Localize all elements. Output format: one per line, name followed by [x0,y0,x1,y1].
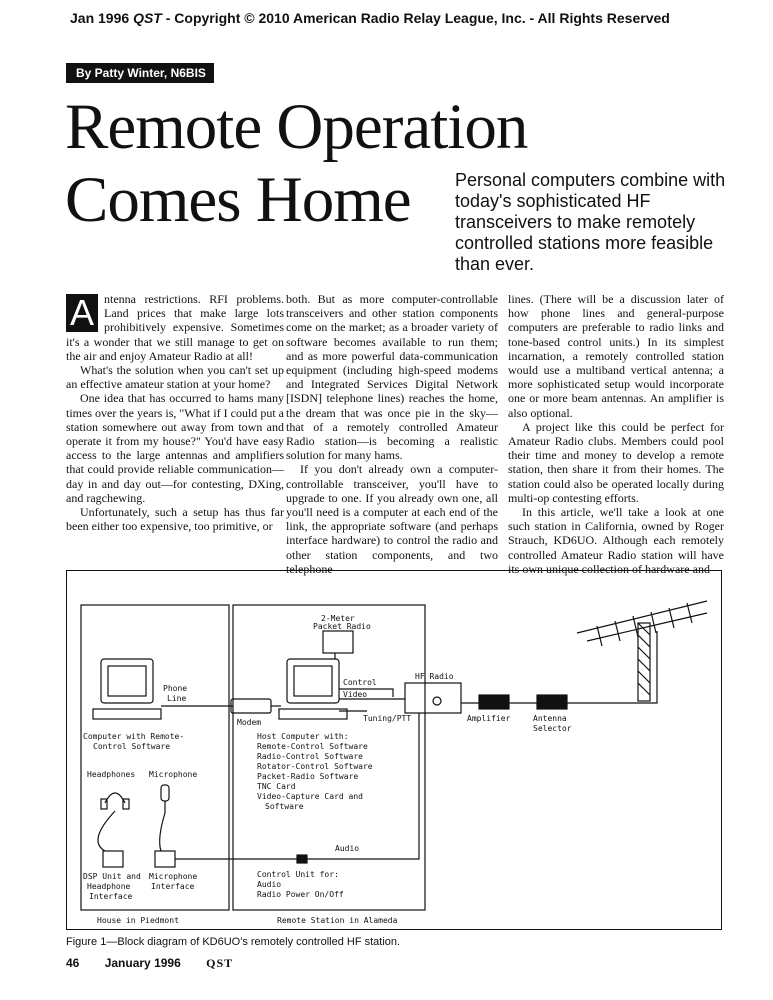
svg-text:Control Unit for:: Control Unit for: [257,870,339,879]
paragraph: If you don't already own a computer-controllable transceiver, you'll have to upgrade to one. If you already own one, all you'll need is a computer at each end of the link, the appropriate software (and perhaps interface hardware) to control the radio and other station components, and two telephone [286,462,498,576]
column-2 [286,292,498,576]
svg-text:Video: Video [343,690,368,699]
svg-text:Radio Power On/Off: Radio Power On/Off [257,890,344,899]
svg-text:Packet Radio: Packet Radio [313,622,371,631]
byline: By Patty Winter, N6BIS [66,63,214,83]
column-3 [508,292,724,576]
dsp-unit-icon [103,851,123,867]
column-1 [66,292,284,533]
svg-text:Tuning/PTT: Tuning/PTT [363,714,412,723]
antenna-selector-icon [537,695,567,709]
svg-text:Video-Capture Card and: Video-Capture Card and [257,792,363,801]
svg-text:TNC Card: TNC Card [257,782,296,791]
svg-text:Line: Line [167,694,187,703]
block-diagram [66,570,722,930]
paragraph: both. But as more computer-controllable transceivers and other station components come on the market; as a broader variety of software becomes available to run them; and as more powerful data-communication equipment (including high-speed modems and Integrated Services Digital Network [ISDN] telephone lines) reaches the home, the dream that was once pie in the sky—that of a remotely controlled Amateur Radio station—is becoming a realistic solution for many hams. [286,292,498,463]
svg-text:Software: Software [265,802,304,811]
paragraph: ntenna restrictions. RFI problems. Land prices that make large lots prohibitively expensive. Sometimes it's a wonder that we still manage to get on the air and enjoy Amateur Radio at all! [66,292,284,363]
headphones-icon [105,793,125,803]
svg-text:Headphone: Headphone [87,882,131,891]
hf-radio-icon [405,683,461,713]
issue-date: January 1996 [104,956,181,970]
page-number: 46 [66,956,80,970]
paragraph: What's the solution when you can't set up an effective amateur station at your home? [66,363,284,392]
svg-text:Remote-Control Software: Remote-Control Software [257,742,368,751]
svg-text:Host Computer with:: Host Computer with: [257,732,349,741]
deck: Personal computers combine with today's sophisticated HF transceivers to make remotely controlled stations more feasible than ever. [455,170,726,274]
svg-text:Packet-Radio Software: Packet-Radio Software [257,772,359,781]
copyright-line: Jan 1996 QST - Copyright © 2010 American Radio Relay League, Inc. - All Rights Reserved [70,10,670,26]
svg-text:Interface: Interface [151,882,195,891]
paragraph: One idea that has occurred to hams many times over the years is, "What if I could put a station somewhere out away from town and operate it from my house?" You'd have easy access to the large antennas and amplifiers that could provide reliable communication—day in and day out—for contesting, DXing, and ragchewing. [66,391,284,505]
svg-text:Amplifier: Amplifier [467,714,511,723]
paragraph: lines. (There will be a discussion later of how phone lines and general-purpose computers are preferable to radio links and tone-based control units.) In its simplest incarnation, a remotely controlled station would use a multiband vertical antenna; a more sophisticated setup would incorporate one or more beam antennas. An amplifier is also optional. [508,292,724,420]
magazine-logo: QST [206,956,234,970]
svg-text:HF Radio: HF Radio [415,672,454,681]
svg-text:Radio-Control Software: Radio-Control Software [257,752,363,761]
keyboard-icon [93,709,161,719]
svg-text:Audio: Audio [335,844,360,853]
amplifier-icon [479,695,509,709]
computer-screen-icon [108,666,146,696]
svg-text:Control Software: Control Software [93,742,171,751]
svg-text:House in Piedmont: House in Piedmont [97,916,179,925]
mic-interface-icon [155,851,175,867]
packet-radio-icon [323,631,353,653]
svg-text:Selector: Selector [533,724,572,733]
figure-labels [83,614,572,925]
svg-text:Remote Station in Alameda: Remote Station in Alameda [277,916,398,925]
title-line-2: Comes Home [65,164,411,236]
paragraph: In this article, we'll take a look at one such station in California, owned by Roger Strauch, KD6UO. Although each remotely controlled Amateur Radio station will have its own unique collection of hardware and [508,505,724,576]
host-screen-icon [294,666,332,696]
svg-text:DSP Unit and: DSP Unit and [83,872,141,881]
paragraph: A project like this could be perfect for Amateur Radio clubs. Members could pool their time and money to develop a remote station, then share it from their homes. The station could also be operated locally during multi-op contesting efforts. [508,419,724,505]
svg-text:Microphone: Microphone [149,770,198,779]
svg-text:Headphones: Headphones [87,770,136,779]
microphone-icon [161,785,169,801]
svg-text:Control: Control [343,678,377,687]
figure-caption: Figure 1—Block diagram of KD6UO's remotely controlled HF station. [66,936,401,948]
dropcap: A [66,294,98,332]
footer [66,956,255,971]
svg-text:Audio: Audio [257,880,282,889]
modem-icon [231,699,271,713]
svg-text:Microphone: Microphone [149,872,198,881]
svg-text:Modem: Modem [237,718,262,727]
paragraph: Unfortunately, such a setup has thus far been either too expensive, too primitive, or [66,505,284,534]
svg-text:Phone: Phone [163,684,188,693]
svg-text:Interface: Interface [89,892,133,901]
block-diagram-svg [67,571,723,931]
svg-text:2-Meter: 2-Meter [321,614,355,623]
host-keyboard-icon [279,709,347,719]
svg-text:Rotator-Control Software: Rotator-Control Software [257,762,373,771]
svg-text:Computer with Remote-: Computer with Remote- [83,732,185,741]
svg-text:Antenna: Antenna [533,714,567,723]
title-line-1: Remote Operation [65,91,528,163]
